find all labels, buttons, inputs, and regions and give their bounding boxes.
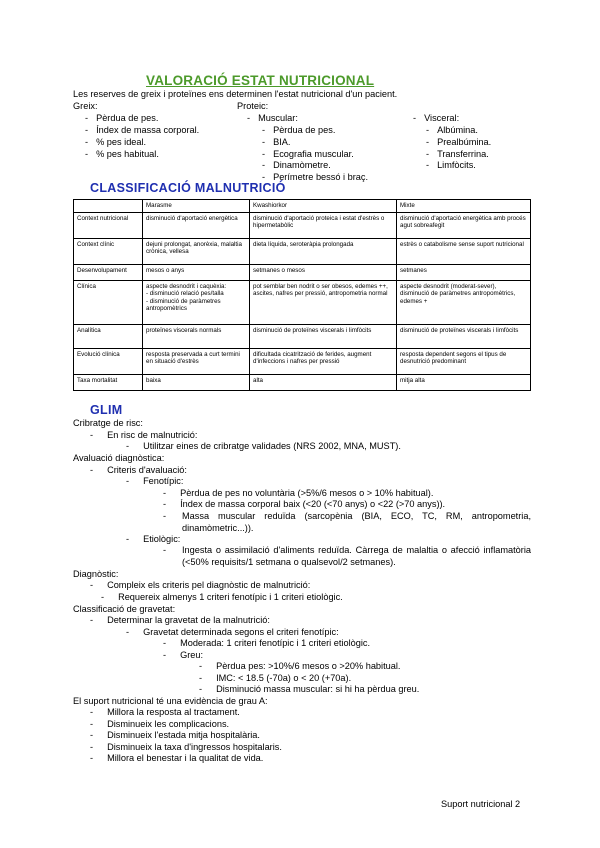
table-cell: dificultada cicatrització de ferides, augment d'infeccions i nafres per pressió	[250, 348, 397, 374]
table-cell: Mixte	[397, 200, 531, 213]
table-cell: Analítica	[74, 324, 143, 348]
table-cell: setmanes o mesos	[250, 264, 397, 280]
table-cell: proteïnes viscerals normals	[143, 324, 250, 348]
suport-heading: El suport nutricional té una evidència de grau A:	[73, 696, 268, 706]
table-row	[74, 212, 531, 238]
list-item: - Pèrdua pes: >10%/6 mesos o >20% habitual.	[199, 661, 401, 671]
list-item: - Millora la resposta al tractament.	[90, 707, 240, 717]
muscular-item: - Perímetre bessó i braç.	[262, 172, 369, 182]
greix-heading: Greix:	[73, 101, 98, 111]
table-row	[74, 374, 531, 390]
table-cell: Evolució clínica	[74, 348, 143, 374]
list-item: - Etiològic:	[126, 534, 181, 544]
table-cell: aspecte desnodrit i caquèxia: - disminució relació pes/talla - disminució de paràmetres antropomètrics	[143, 280, 250, 324]
list-item: - Determinar la gravetat de la malnutrició:	[90, 615, 270, 625]
table-cell: disminució d'aportació proteica i estat d'estrès o hipermetabòlic	[250, 212, 397, 238]
table-cell: resposta dependent segons el tipus de desnutrició predominant	[397, 348, 531, 374]
table-cell: disminució d'aportació energètica amb procés agut sobreafegit	[397, 212, 531, 238]
list-item: - IMC: < 18.5 (-70a) o < 20 (+70a).	[199, 673, 352, 683]
table-cell: Taxa mortalitat	[74, 374, 143, 390]
page-title: VALORACIÓ ESTAT NUTRICIONAL	[146, 73, 375, 88]
table-cell: mesos o anys	[143, 264, 250, 280]
list-item: - Pèrdua de pes no voluntària (>5%/6 mesos o > 10% habitual).	[163, 488, 434, 498]
table-cell: dejuni prolongat, anorèxia, malaltia crònica, vellesa	[143, 238, 250, 264]
table-cell: Context nutricional	[74, 212, 143, 238]
table-cell: alta	[250, 374, 397, 390]
table-cell: estrès o catabolisme sense suport nutricional	[397, 238, 531, 264]
table-cell: Marasme	[143, 200, 250, 213]
table-row	[74, 264, 531, 280]
table-cell: dieta líquida, seroteràpia prolongada	[250, 238, 397, 264]
diagnostic-heading: Diagnòstic:	[73, 569, 119, 579]
list-item: - Gravetat determinada segons el criteri fenotípic:	[126, 627, 339, 637]
table-cell: Context clínic	[74, 238, 143, 264]
table-cell: aspecte desnodrit (moderat-sever), disminució de paràmetres antropomètrics, edemes +	[397, 280, 531, 324]
gravetat-heading: Classificació de gravetat:	[73, 604, 176, 614]
classificacio-heading: CLASSIFICACIÓ MALNUTRICIÓ	[90, 181, 286, 195]
table-cell: resposta preservada a curt termini en situació d'estrès	[143, 348, 250, 374]
table-cell: baixa	[143, 374, 250, 390]
list-item: - Fenotípic:	[126, 476, 184, 486]
table-row	[74, 238, 531, 264]
greix-item: - Pèrdua de pes.	[85, 113, 159, 123]
table-row	[74, 324, 531, 348]
list-item: - En risc de malnutrició:	[90, 430, 198, 440]
table-cell: Desenvolupament	[74, 264, 143, 280]
glim-heading: GLIM	[90, 403, 123, 417]
list-item: - Requereix almenys 1 criteri fenotípic i 1 criteri etiològic.	[101, 592, 343, 602]
table-row	[74, 348, 531, 374]
table-cell: mitja alta	[397, 374, 531, 390]
muscular-item: - Pèrdua de pes.	[262, 125, 336, 135]
list-item: - Criteris d'avaluació:	[90, 465, 187, 475]
table-cell: setmanes	[397, 264, 531, 280]
list-item: - Disminueix l'estada mitja hospitalària.	[90, 730, 260, 740]
list-item: - Massa muscular reduïda (sarcopènia (BIA, ECO, TC, RM, antropometria, dinamòmetric...)).	[163, 511, 531, 533]
list-item: - Disminueix la taxa d'ingressos hospitalaris.	[90, 742, 282, 752]
greix-item: - % pes habitual.	[85, 149, 159, 159]
list-item: - Disminueix les complicacions.	[90, 719, 230, 729]
table-header-row	[74, 200, 531, 213]
visceral-item: - Prealbúmina.	[426, 137, 492, 147]
visceral-item: - Albúmina.	[426, 125, 478, 135]
page-footer: Suport nutricional 2	[441, 799, 521, 809]
greix-item: - % pes ideal.	[85, 137, 147, 147]
avaluacio-heading: Avaluació diagnòstica:	[73, 453, 165, 463]
proteic-heading: Proteic:	[237, 101, 269, 111]
visceral-item: - Limfòcits.	[426, 160, 476, 170]
cribratge-heading: Cribratge de risc:	[73, 418, 143, 428]
list-item: - Millora el benestar i la qualitat de vida.	[90, 753, 264, 763]
list-item: - Índex de massa corporal baix (<20 (<70 anys) o <22 (>70 anys)).	[163, 499, 446, 509]
list-item: - Utilitzar eines de cribratge validades (NRS 2002, MNA, MUST).	[126, 441, 401, 451]
table-cell: Kwashiorkor	[250, 200, 397, 213]
list-item: - Ingesta o assimilació d'aliments reduïda. Càrrega de malaltia o afecció inflamatòria (<50% requisits/1 setmana o qualsevol/2 setmanes).	[163, 545, 531, 567]
visceral-heading: - Visceral:	[413, 113, 460, 123]
list-item: - Moderada: 1 criteri fenotípic i 1 criteri etiològic.	[163, 638, 371, 648]
list-item: - Compleix els criteris pel diagnòstic de malnutrició:	[90, 580, 311, 590]
muscular-item: - Dinamòmetre.	[262, 160, 331, 170]
table-cell: disminució de proteïnes viscerals i limfòcits	[250, 324, 397, 348]
table-cell: disminució d'aportació energètica	[143, 212, 250, 238]
muscular-heading: - Muscular:	[247, 113, 298, 123]
classificacio-table	[73, 199, 531, 391]
greix-item: - Índex de massa corporal.	[85, 125, 200, 135]
table-cell: disminució de proteïnes viscerals i limfòcits	[397, 324, 531, 348]
muscular-item: - BIA.	[262, 137, 291, 147]
list-item: - Greu:	[163, 650, 204, 660]
table-cell: Clínica	[74, 280, 143, 324]
table-cell	[74, 200, 143, 213]
visceral-item: - Transferrina.	[426, 149, 489, 159]
intro-text: Les reserves de greix i proteïnes ens determinen l'estat nutricional d'un pacient.	[73, 89, 398, 99]
table-cell: pot semblar ben nodrit o ser obesos, edemes ++, ascites, nafres per pressió, antropometria normal	[250, 280, 397, 324]
list-item: - Disminució massa muscular: si hi ha pèrdua greu.	[199, 684, 420, 694]
muscular-item: - Ecografia muscular.	[262, 149, 354, 159]
table-row	[74, 280, 531, 324]
